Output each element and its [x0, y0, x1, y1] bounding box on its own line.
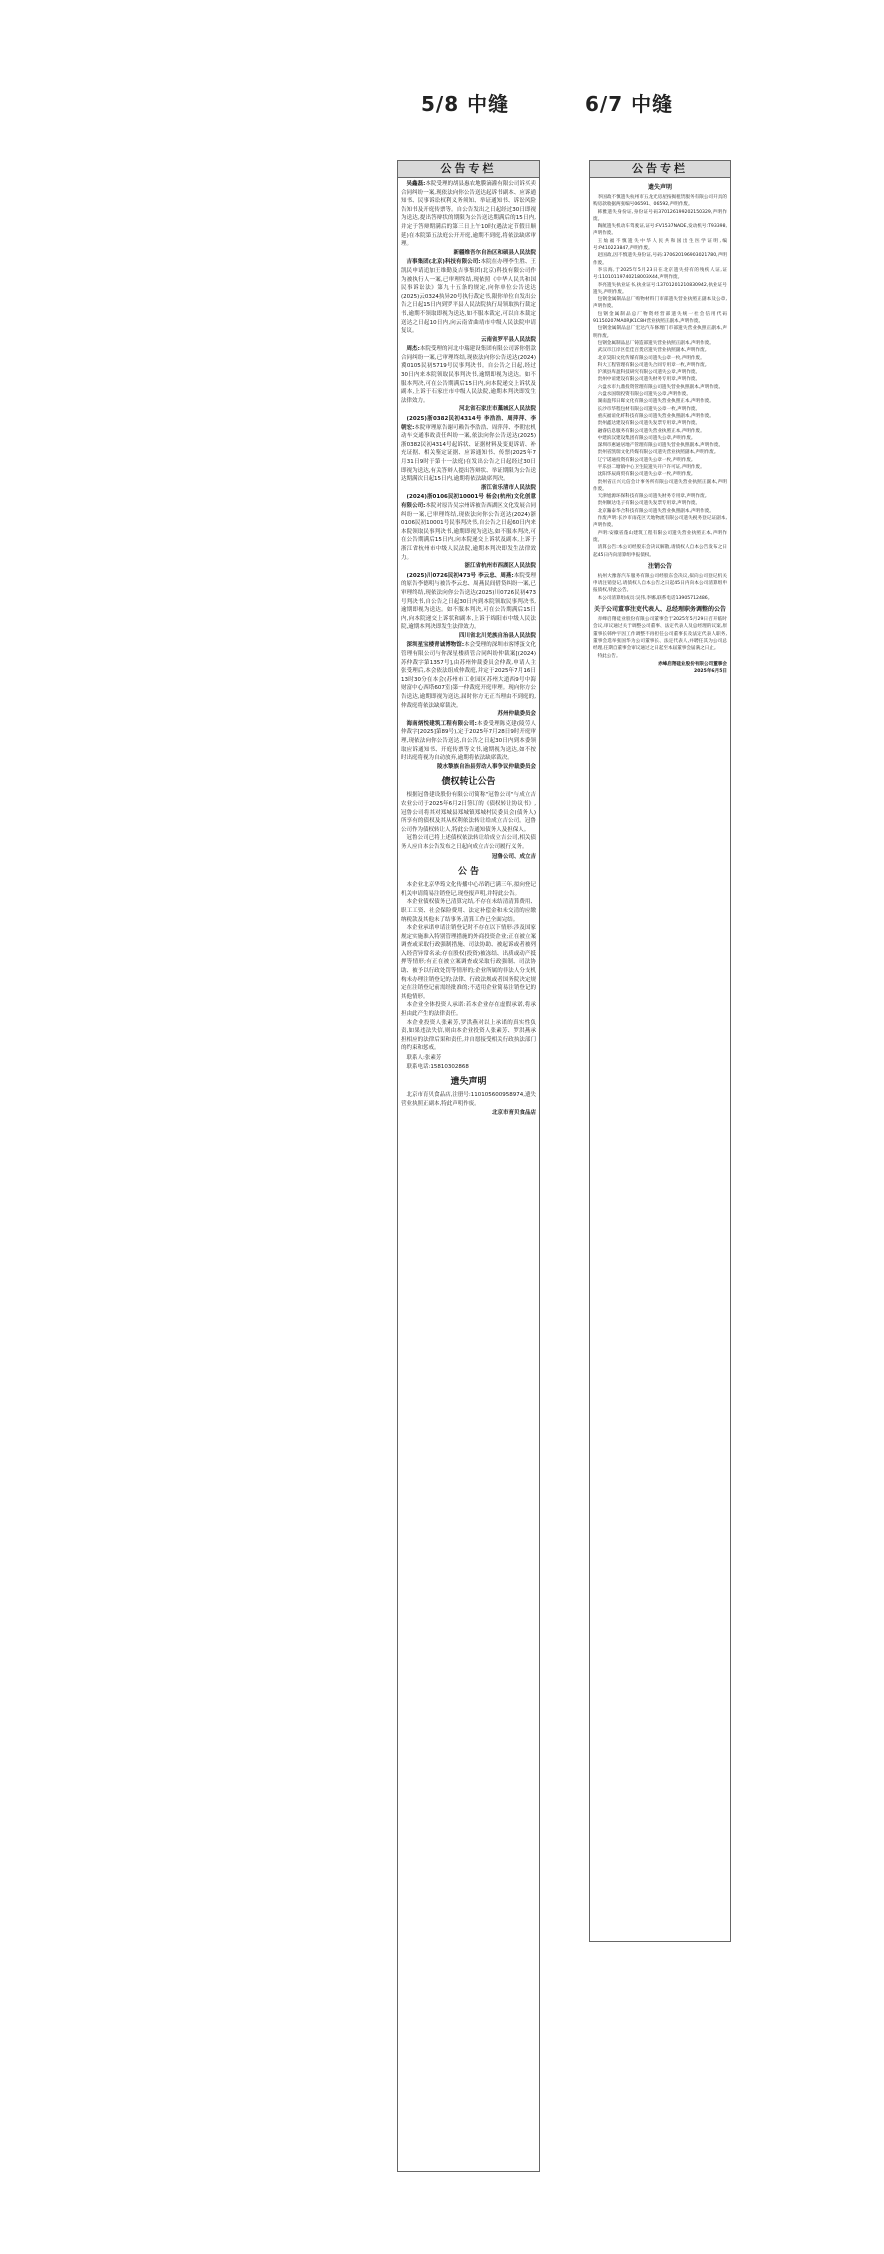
section-title: 公 告	[457, 867, 480, 878]
notice-paragraph: 本企业承诺申请注销登记时不存在以下情形:涉及国家规定实施准入特别管理措施的外商投资企业;正在被立案调查或采取行政强制措施、司法协助、被起诉或者被列入经营异常名录;存在股权(投资)被冻结、出质或动产抵押等情形;有正在被立案调查或采取行政强制、司法协助、被予以行政处罚等情形的;企业所属的非法人分支机构未办理注销登记的;法律、行政法规或者国务院决定规定在注销登记前需经批准的;不适用企业简易注销登记的其他情形。	[401, 925, 536, 1000]
loss-statement-entry: 武汉市江岸区佳佳百货店遗失营业执照副本,声明作废。	[597, 348, 710, 354]
notice-paragraph: 本企业全体投资人承诺:若本企业存在虚假承诺,将承担由此产生的法律责任。	[401, 1002, 536, 1018]
notice-paragraph	[401, 641, 536, 710]
page-heading-right: 6/7 中缝	[585, 92, 674, 116]
notice-recipient: 周杰:	[406, 346, 420, 353]
notice-recipient: 吉事集团(北京)科技有限公司:	[406, 259, 481, 266]
notice-paragraph: 根据冠鲁建设股份有限公司简称"冠鲁公司"与成立吉农业公司于2025年6月2日签订的《债权转让协议书》,冠鲁公司将其对郑城县郑城镇郑城村民委员会(债务人)所享有的债权及其从权利依法转让给成立吉公司。冠鲁公司作为债权转让人,特此公告通知债务人及担保人。	[401, 792, 536, 833]
loss-statement-entry: 天津旭源环保科技有限公司遗失财务专用章,声明作废。	[597, 494, 710, 500]
notice-item	[401, 641, 536, 718]
notice-paragraph: 本公司清算组成员:吴伟,李娜,联系电话13905712486。	[597, 595, 713, 601]
notice-issuer: 云南省罗平县人民法院	[480, 336, 536, 343]
notice-paragraph: 赤峰启翔硅业股份有限公司董事会于2025年5月29日召开临时会议,审议通过关于调整公司董事、法定代表人及总经理的议案,原董事长韩仲宇因工作调整不再担任公司董事长及法定代表人职务,董事会选举张国华为公司董事长、法定代表人,并聘任其为公司总经理,任期自董事会审议通过之日起至本届董事会届满之日止。	[593, 617, 727, 652]
notice-paragraph	[401, 258, 536, 335]
loss-statement-entry: 辽宁诺通投资有限公司遗失公章一枚,声明作废。	[597, 457, 696, 463]
notice-issuer: 苏州仲裁委员会	[497, 711, 536, 718]
column-header: 公告专栏	[398, 161, 539, 178]
notice-text: 本院审理原告谢可赖告李浩浩、周萍萍、李朝宏机动车交通事故责任纠纷一案,依法向你公告送达(2025)浙0382民初4314号起诉状、证据材料及变更诉请、补充证据、相关鉴定证据、应诉通知书、传票(2025年7月31日9时于第十一法庭)在发出公告之日起经过30日即视为送达,有关答辩人提出答辩状、举证期限为公告送达期满次日起15日内,逾期将依法缺席判决。	[401, 424, 536, 483]
loss-statement-entry: 李亮遗失执业证书,执业证号:13701201210830942,执业证号遗失,声明作废。	[593, 282, 727, 295]
notice-item	[401, 345, 536, 414]
loss-statement-entry: 沪滇县库盈科技研究有限公司遗失公章,声明作废。	[597, 370, 701, 376]
notice-recipient: 吴鑫磊:	[406, 181, 426, 187]
notice-recipient: 深圳星宝楼青诚博物馆:	[406, 642, 465, 649]
loss-statement-entry: 重庆福谊化纤科技有限公司遗失营业执照副本,声明作废。	[597, 413, 714, 419]
loss-statement-entry: 湖南盈邦日晖文化有限公司遗失营业执照正本,声明作废。	[597, 399, 714, 405]
loss-statement-entry: 贵州鑫达建设有限公司遗失发票专用章,声明作废。	[597, 421, 701, 427]
page-heading-left: 5/8 中缝	[421, 92, 510, 116]
loss-statement-entry: 王灿福不慎遗失中华人民共和国出生医学证明,编号:P410223847,声明作废。	[593, 238, 727, 252]
notice-text: 本院受理的原告李德明与被告李云忠、周燕民间借贷纠纷一案,已审理终结,现依法向你公告送达(2025)川0726民初473号判决书,自公告之日起30日内到本院领取民事判决书,逾期即视为送达。如不服本判决,可在公告期满后15日内,向本院递交上诉状和副本,上诉于绵阳市中级人民法院,逾期本判决即发生法律效力。	[401, 572, 536, 631]
loss-statement-entry: 平乐县二塘镇中心卫生院遗失开户许可证,声明作废。	[597, 464, 705, 470]
section-signer: 赤峰启翔硅业股份有限公司董事会	[658, 661, 727, 667]
notice-paragraph: 杭州大豫客汽车服务有限公司经股东会决议,拟向公司登记机关申请注销登记,请债权人自本公告之日起45日内向本公司清算组申报债权,特此公告。	[593, 573, 727, 594]
notice-paragraph	[401, 572, 536, 632]
loss-statement-entry: 贵州中谊建设有限公司遗失财务专用章,声明作废。	[597, 377, 701, 383]
notice-issuer: 浙江省乐清市人民法院	[480, 484, 536, 491]
column-header: 公告专栏	[590, 161, 730, 178]
loss-statement-entry: 李国政不慎遗失杭州市五龙光房屋按揭租赁服务有限公司开具的购房款收据两张编号06591、06592,声明作废。	[593, 195, 727, 208]
section-signer: 北京市育贝食品店	[491, 1110, 536, 1117]
column-body	[398, 178, 539, 1120]
section-title: 债权转让公告	[441, 777, 496, 788]
notice-recipient: (2025)川0726民初473号 李云忠、周燕:	[406, 572, 514, 579]
notice-item	[401, 180, 536, 257]
notice-text: 本委受理陈克建(陵劳人仲裁字[2025]第89号),定于2025年7月28日9时开庭审理,现依法向你公告送达,自公告之日起30日内到本委领取应诉通知书、开庭传票等文书,逾期视为送达,如不按时出庭将视为自动放弃,逾期将依法缺席裁决。	[401, 720, 537, 762]
notice-text: 本院对原告吴宗州诉被告西湖区文化发展合同纠纷一案,已审理终结,现依法向你公告送达(2024)浙0106民初10001号民事判决书,自公告之日起60日内来本院领取民事判决书,逾期即视为送达,如不服本判决,可在公告期满后15日内,向本院递交上诉状及副本,上诉于浙江省杭州市中级人民法院,逾期本判决即发生法律效力。	[401, 502, 536, 561]
notice-paragraph	[401, 345, 536, 405]
loss-statement-entry: 中建滨汉建设集团有限公司遗失公章,声明作废。	[597, 435, 696, 441]
loss-statement-entry: 包钢金属制品总厂购物材料门市部遗失营业执照正副本及公章,声明作废。	[593, 297, 727, 310]
loss-statement-entry: 贵州顺达电子有限公司遗失发票专用章,声明作废。	[597, 501, 701, 507]
contact-line: 联系人:张素芳	[406, 1055, 442, 1061]
loss-statement-entry: 北京昊阳文化传媒有限公司遗失公章一枚,声明作废。	[597, 355, 705, 361]
notice-column-left	[397, 160, 540, 2172]
notice-issuer: 浙江省杭州市西湖区人民法院	[464, 563, 536, 570]
loss-statement-entry: 沈阳华辰商贸有限公司遗失公章一枚,声明作废。	[597, 472, 696, 478]
notice-recipient: (2025)浙0382民初4314号 李浩浩、周萍萍、李朝宏:	[401, 416, 536, 431]
notice-paragraph	[401, 180, 536, 249]
loss-statement-entry: 作废声明:长沙市雨花区天地物流有限公司遗失税务登记证副本,声明作废。	[593, 516, 727, 529]
notice-paragraph: 特此公告。	[597, 653, 621, 659]
section-title: 关于公司董事注吏代表人、总经理职务调整的公告	[593, 606, 726, 614]
loss-statement-entry: 包钢金属制品总厂物资经营部遗失统一社会信用代码91150207MA0RJK1C8H营业执照正副本,声明作废。	[593, 311, 727, 325]
contact-line: 联系电话:15810302868	[406, 1063, 469, 1070]
notice-text: 本会受理的深圳市客博蛋文化管理有限公司与你深星楼质管合同纠纷仲裁案[(2024)苏仲裁字第1357号],由苏州仲裁委员会仲裁,申请人主张受理后,本会依法组成仲裁庭,并定于2025年7月16日13时30分在本会(苏州市工业园区苏州大道西9号中海财富中心西塔607室)第一仲裁庭开庭审理。现向你方公告送达,逾期即视为送达,届时你方无正当理由不到庭的,仲裁庭将依法缺席裁决。	[401, 642, 536, 709]
notice-text: 北京市育贝食品店,注册号:110105600958974,遗失营业执照正副本,特此声明作废。	[401, 1092, 536, 1107]
loss-statement-entry: 深圳市惠通居地产管理有限公司遗失营业执照副本,声明作废。	[597, 443, 724, 449]
notice-text: 本院受理的胡县惠农地膜滴灌有限公司诉买卖合同纠纷一案,现依法向你公告送达起诉书副本、应诉通知书、民事诉讼权利义务须知、举证通知书、诉讼风险告知书及开庭传票等。自公告发出之日起经过30日即视为送达,提出答辩状的期限为公告送达期满后的15日内,并定于答辩期满后的第三日上午10时(遇法定节假日顺延)在本院第五法庭公开开庭,逾期不到庭,将依法缺席审理。	[401, 181, 536, 248]
notice-item	[401, 572, 536, 641]
notice-text: 本院在办理李生胜、王凯民申请追加王维勤及吉事集团(北京)科技有限公司作为被执行人一案,已审理终结,现依照《中华人民共和国民事诉讼法》第九十五条的规定,向你单位公告送达(2025)云0324执异20号执行裁定书,限你单位自发出公告之日起15日内到罗平县人民法院执行局领取执行裁定书,逾期不领取即视为送达,如不服本裁定,可以自本裁定送达之日起10日内,向云南省曲靖市中级人民法院申请复议。	[401, 259, 536, 335]
notice-paragraph: 本企业债权债务已清算完结,不存在未结清清算费用、职工工资、社会保险费用、法定补偿金和未交清的应缴纳税款及其他未了结事务,清算工作已全面完结。	[401, 899, 536, 923]
notice-item	[401, 415, 536, 492]
loss-statement-entry: 清算公告:本公司经股东会决议解散,请债权人自本公告发布之日起45日内向清算组申报债权。	[593, 545, 727, 558]
notice-issuer: 陵水黎族自治县劳动人事争议仲裁委员会	[436, 763, 536, 770]
loss-statement-entry: 包钢金属制品总厂宏达汽车修理门市部遗失营业执照正副本,声明作废。	[593, 326, 727, 339]
notice-paragraph: 冠鲁公司已将上述债权依法转让给成立吉公司,相关债务人应自本公告发布之日起向成立吉公司履行义务。	[401, 835, 536, 850]
notice-text: 本院受理的河北中瑞建设集团有限公司诉你借款合同纠纷一案,已审理终结,现依法向你公告送达(2024)冀0105民初5719号民事判决书。自公告之日起,经过30日内来本院领取民事判决书,逾期即视为送达。如不服本判决,可在公告期满后15日内,向本院递交上诉状及副本,上诉于石家庄市中级人民法院,逾期本判决即发生法律效力。	[401, 346, 536, 404]
notice-item	[401, 258, 536, 344]
loss-statement-entry: 李宗海,于2025年5月23日在北京遗失持有的残疾人证,证号:11010119740218003X44,声明作废。	[593, 267, 727, 281]
notice-recipient: 海南炳悦建筑工程有限公司:	[406, 720, 477, 727]
notice-item	[401, 493, 536, 570]
notice-column-right	[589, 160, 731, 1942]
loss-statement-entry: 贵州省正兴元信会计事务所有限公司遗失营业执照正副本,声明作废。	[593, 479, 727, 492]
notice-paragraph	[401, 720, 536, 763]
loss-statement-entry: 声明:安徽省蓬山建筑工程有限公司遗失营业执照正本,声明作废。	[593, 530, 727, 543]
loss-statement-entry: 赵国政,因不慎遗失身份证,号码:370620196903021780,声明作废。	[593, 253, 727, 266]
notice-issuer: 河北省石家庄市藁城区人民法院	[458, 406, 536, 413]
loss-statement-entry: 韩雅遗失身份证,身份证号码370126199202150329,声明作废。	[593, 209, 727, 222]
loss-statement-entry: 六盘水国瑞投资有限公司遗失公章,声明作废。	[597, 392, 691, 398]
section-date: 2025年6月5日	[694, 669, 727, 675]
notice-issuer: 新疆维吾尔自治区和硕县人民法院	[453, 249, 536, 256]
loss-statement-entry: 科大工程管理有限公司遗失合同专用章一枚,声明作废。	[597, 362, 710, 368]
loss-statement-entry: 包钢金属制品总厂铸造部遗失营业执照正副本,声明作废。	[597, 340, 714, 346]
notice-recipient: (2024)浙0106民初10001号 杨会(杭州)文化创意有限公司:	[401, 494, 536, 509]
loss-statement-entry: 贵州省凯瑞文化传媒有限公司遗失营业执照副本,声明作废。	[597, 450, 719, 456]
notice-item	[401, 720, 536, 772]
notice-paragraph: 本企业投资人张素芳,罗洪燕对以上承诺的真实性负责,如果违法失信,则由本企业投资人张素芳、罗洪燕承担相应的法律后果和责任,并自愿接受相关行政执法部门的约束和惩戒。	[401, 1019, 536, 1052]
loss-statement-entry: 北京瀚泰华合科技有限公司遗失营业执照副本,声明作废。	[597, 508, 714, 514]
column-body	[590, 178, 730, 677]
loss-statement-entry: 六盘水市九鼎投资管理有限公司遗失营业执照副本,声明作废。	[597, 384, 724, 390]
loss-statement-entry: 陶航遗失机动车驾驶证,证号:FV1537NADE,发动机号:T93398,声明作废。	[593, 224, 727, 237]
section-title: 遗失声明	[450, 1077, 487, 1088]
section-signer: 冠鲁公司、成立吉	[491, 853, 536, 860]
notice-paragraph: 本企业北京华筠文化传播中心吊销已满三年,拟向登记机关申请简易注销登记,现登报声明,并特此公告。	[401, 882, 536, 897]
notice-paragraph	[401, 415, 536, 484]
notice-issuer: 四川省北川羌族自治县人民法院	[458, 632, 536, 639]
notice-paragraph	[401, 493, 536, 562]
section-title: 遗失声明	[647, 184, 672, 191]
loss-statement-entry: 融睿信息服务有限公司遗失营业执照正本,声明作废。	[597, 428, 705, 434]
section-title: 注销公告	[647, 562, 672, 570]
loss-statement-entry: 长沙市华程包材有限公司遗失公章一枚,声明作废。	[597, 406, 701, 412]
